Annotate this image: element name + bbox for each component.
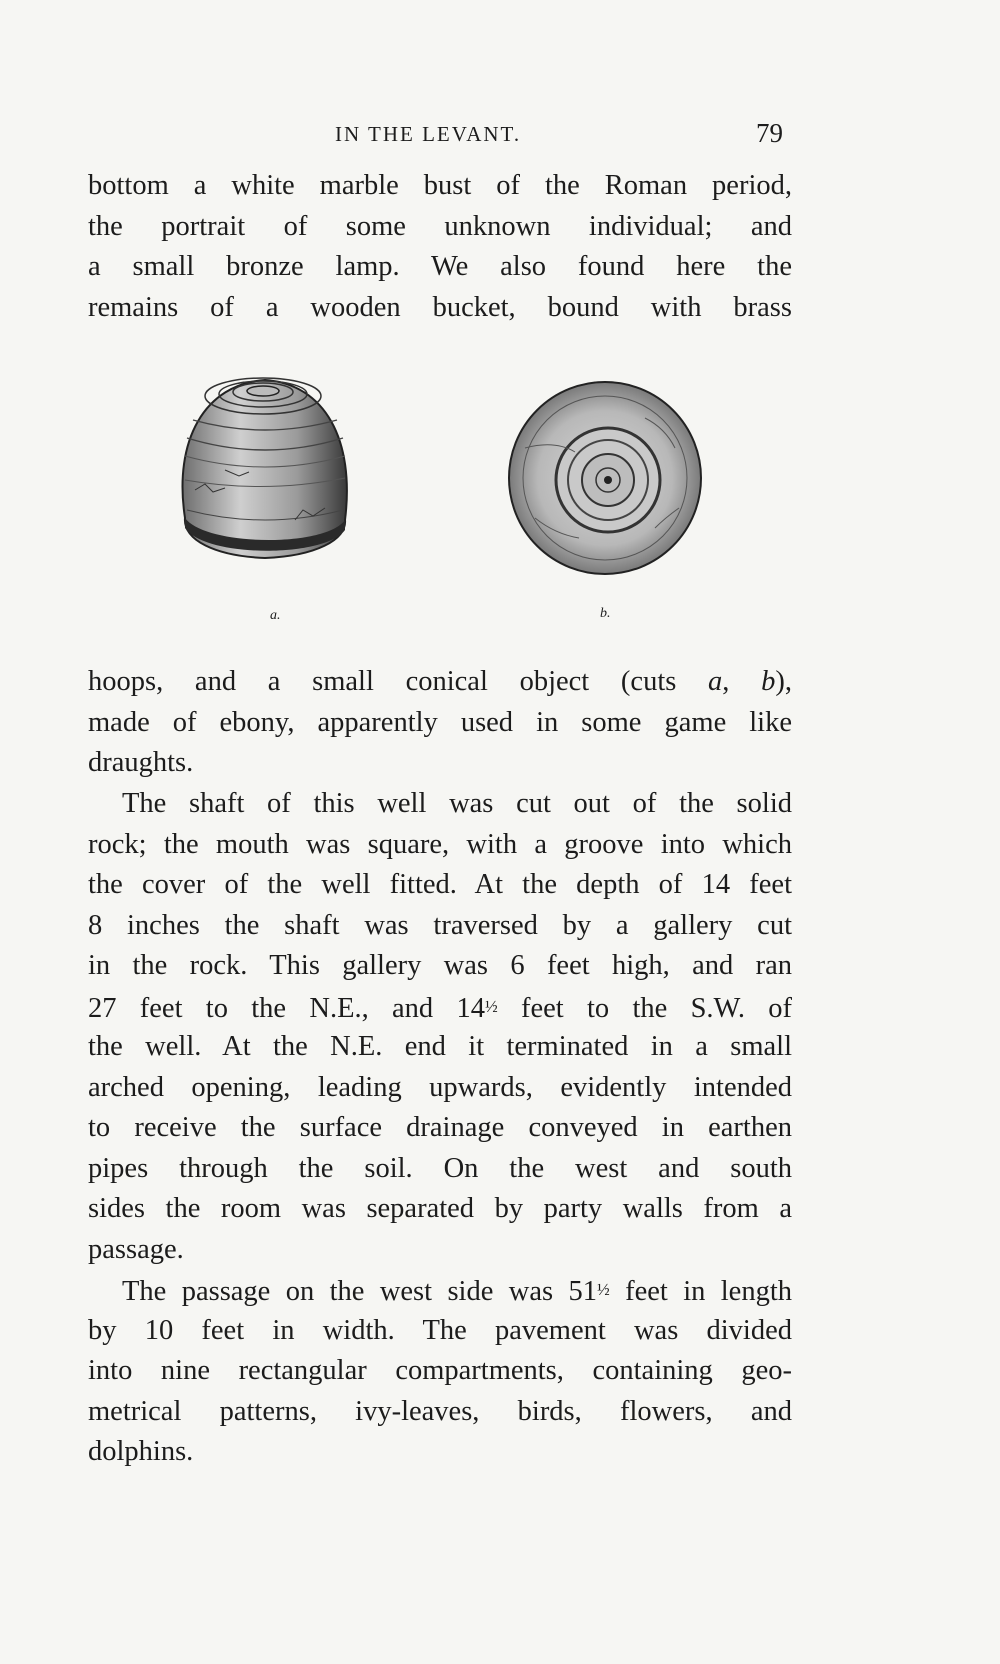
cut-ref-b: b [761,666,776,697]
figure-b-label: b. [600,606,611,621]
text-line: into nine rectangular compartments, containing geo- [88,1355,792,1386]
text-line: the portrait of some unknown individual; and [88,210,792,242]
conical-object-top-illustration [505,378,705,578]
text-line: passage. [88,1233,184,1265]
text-line: bottom a white marble bust of the Roman period, [88,170,792,201]
figure-b-conical-object-top [505,378,705,578]
text-segment: ), [775,666,792,697]
text-segment: 27 feet to the N.E., and 14 [88,992,485,1024]
text-segment: , [722,666,762,697]
text-line: 8 inches the shaft was traversed by a gallery cut [88,909,792,941]
text-segment: feet in length [609,1276,792,1307]
fraction-half: ½ [484,996,498,1016]
text-segment: hoops, and a small conical object (cuts [88,666,709,697]
page-number: 79 [756,118,783,148]
paragraph-shaft [88,784,792,1270]
cut-ref-a: a [708,666,723,697]
paragraph-continuation [88,166,792,328]
text-line: made of ebony, apparently used in some game like [88,706,792,738]
text-line [88,987,792,1028]
text-line: to receive the surface drainage conveyed in earthen [88,1112,792,1143]
fraction-half: ½ [596,1280,610,1299]
paragraph-objects [88,662,792,784]
text-line: in the rock. This gallery was 6 feet high, and ran [88,950,792,981]
text-line [88,662,792,703]
text-line: the well. At the N.E. end it terminated in a small [88,1031,792,1062]
text-line: a small bronze lamp. We also found here the [88,251,792,282]
text-line: pipes through the soil. On the west and south [88,1152,792,1184]
text-segment: feet to the S.W. of [497,992,792,1024]
text-line: sides the room was separated by party walls from a [88,1193,792,1224]
text-line: by 10 feet in width. The pavement was divided [88,1314,792,1346]
text-line: metrical patterns, ivy-leaves, birds, flowers, and [88,1395,792,1427]
running-head [0,118,1000,158]
conical-object-side-illustration [165,370,365,590]
text-line: The shaft of this well was cut out of the solid [122,788,792,819]
figure-a-conical-object-side [165,370,365,590]
text-line: remains of a wooden bucket, bound with brass [88,291,792,323]
text-line: the cover of the well fitted. At the depth of 14 feet [88,869,792,900]
text-segment: The passage on the west side was 51 [122,1276,597,1307]
paragraph-passage [88,1270,792,1473]
figure-a-label: a. [270,608,281,623]
text-line: rock; the mouth was square, with a groove into which [88,828,792,860]
text-line: draughts. [88,747,194,778]
text-line [88,1270,792,1311]
text-line: arched opening, leading upwards, evidently intended [88,1071,792,1103]
running-title: IN THE LEVANT. [335,122,522,146]
text-line: dolphins. [88,1436,194,1467]
